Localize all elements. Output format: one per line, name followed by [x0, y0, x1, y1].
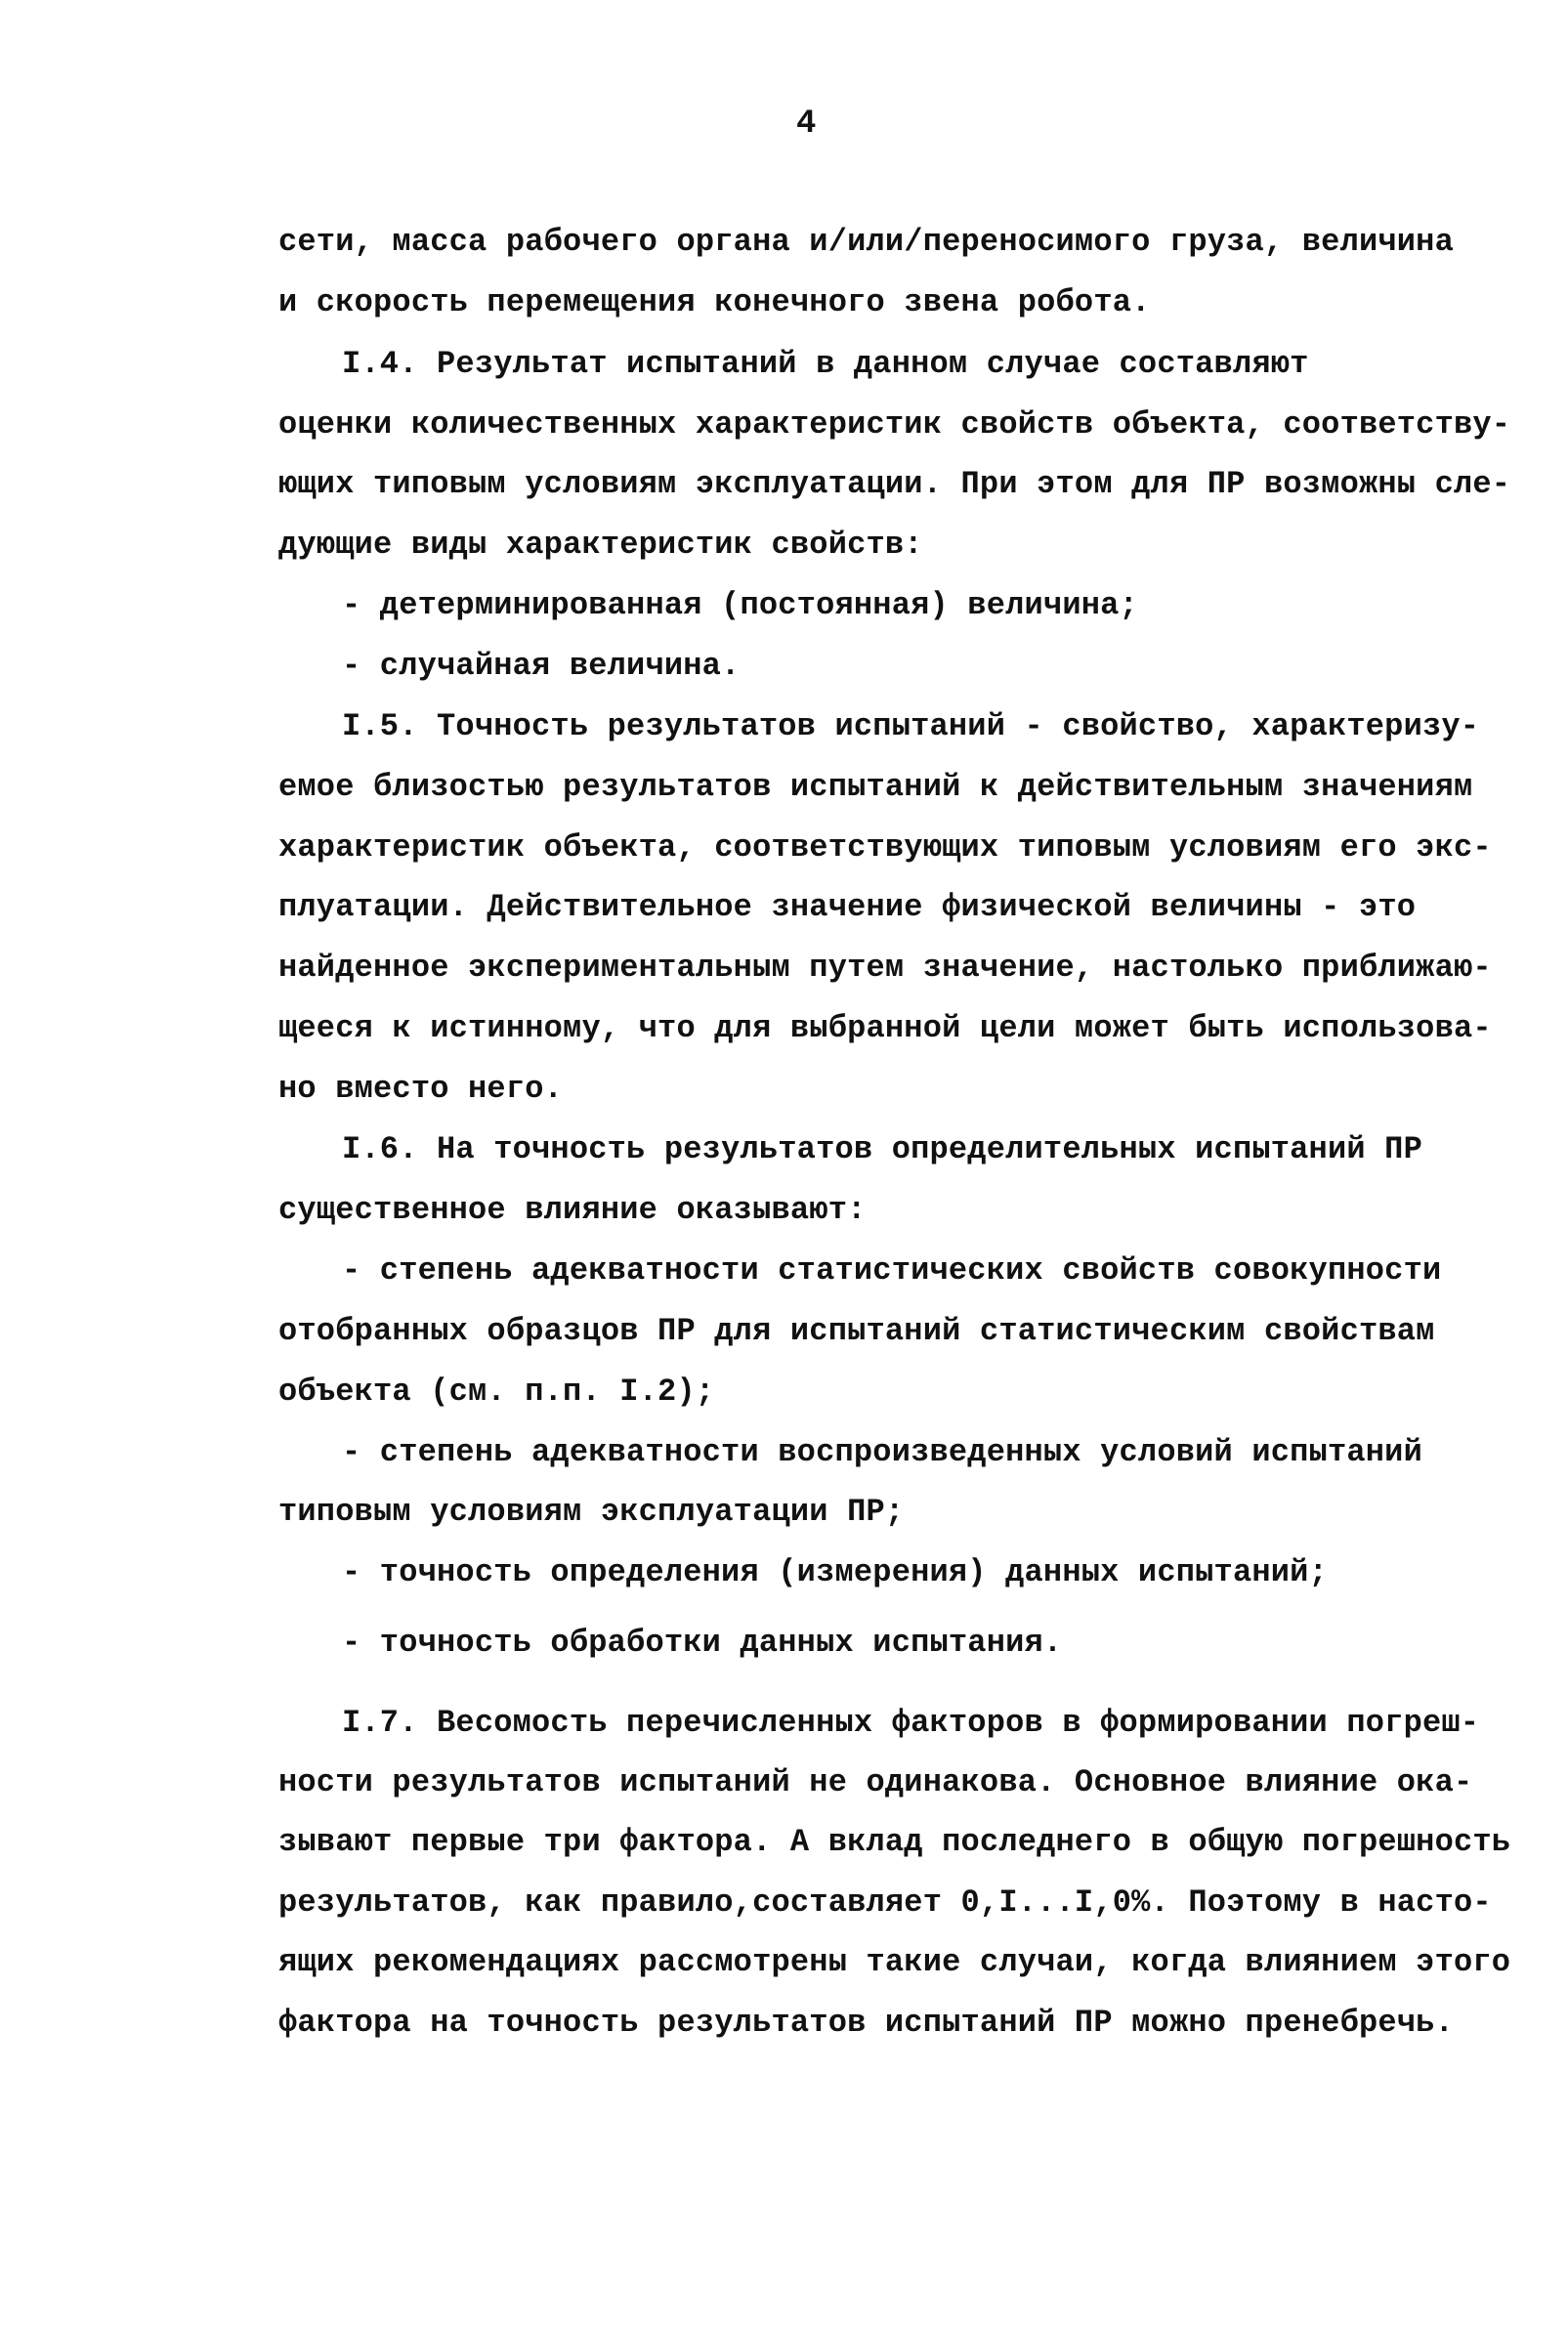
text-line: - степень адекватности статистических свойств совокупности	[342, 1252, 1442, 1289]
page-number: 4	[796, 106, 817, 143]
text-line: емое близостью результатов испытаний к действительным значениям	[278, 769, 1473, 805]
text-line: отобранных образцов ПР для испытаний статистическим свойствам	[278, 1313, 1435, 1349]
text-line: фактора на точность результатов испытаний ПР можно пренебречь.	[278, 2005, 1454, 2041]
text-line: I.5. Точность результатов испытаний - свойство, характеризу-	[342, 708, 1480, 744]
text-line: характеристик объекта, соответствующих типовым условиям его экс-	[278, 829, 1492, 866]
text-line: существенное влияние оказывают:	[278, 1192, 867, 1228]
text-line: - точность определения (измерения) данных испытаний;	[342, 1554, 1328, 1590]
text-line: но вместо него.	[278, 1071, 564, 1107]
text-line: сети, масса рабочего органа и/или/переносимого груза, величина	[278, 224, 1454, 260]
text-line: I.7. Весомость перечисленных факторов в формировании погреш-	[342, 1705, 1480, 1741]
text-line: результатов, как правило,составляет 0,I...I,0%. Поэтому в насто-	[278, 1884, 1492, 1921]
text-line: найденное экспериментальным путем значение, настолько приближаю-	[278, 950, 1492, 986]
text-line: и скорость перемещения конечного звена робота.	[278, 284, 1151, 320]
text-line: дующие виды характеристик свойств:	[278, 527, 923, 563]
text-line: I.4. Результат испытаний в данном случае составляют	[342, 346, 1309, 382]
text-line: I.6. На точность результатов определительных испытаний ПР	[342, 1131, 1422, 1167]
text-line: плуатации. Действительное значение физической величины - это	[278, 889, 1417, 925]
text-line: ящих рекомендациях рассмотрены такие случаи, когда влиянием этого	[278, 1944, 1511, 1980]
text-line: типовым условиям эксплуатации ПР;	[278, 1494, 905, 1530]
text-line: ности результатов испытаний не одинакова. Основное влияние ока-	[278, 1764, 1473, 1800]
text-line: - степень адекватности воспроизведенных условий испытаний	[342, 1434, 1422, 1470]
text-line: ющих типовым условиям эксплуатации. При этом для ПР возможны сле-	[278, 466, 1511, 502]
text-line: оценки количественных характеристик свойств объекта, соответству-	[278, 406, 1511, 443]
text-line: зывают первые три фактора. А вклад последнего в общую погрешность	[278, 1824, 1511, 1860]
text-line: - случайная величина.	[342, 648, 741, 684]
text-line: - детерминированная (постоянная) величина;	[342, 587, 1138, 623]
text-line: щееся к истинному, что для выбранной цели может быть использова-	[278, 1010, 1492, 1046]
text-line: - точность обработки данных испытания.	[342, 1625, 1063, 1661]
text-line: объекта (см. п.п. I.2);	[278, 1374, 715, 1410]
